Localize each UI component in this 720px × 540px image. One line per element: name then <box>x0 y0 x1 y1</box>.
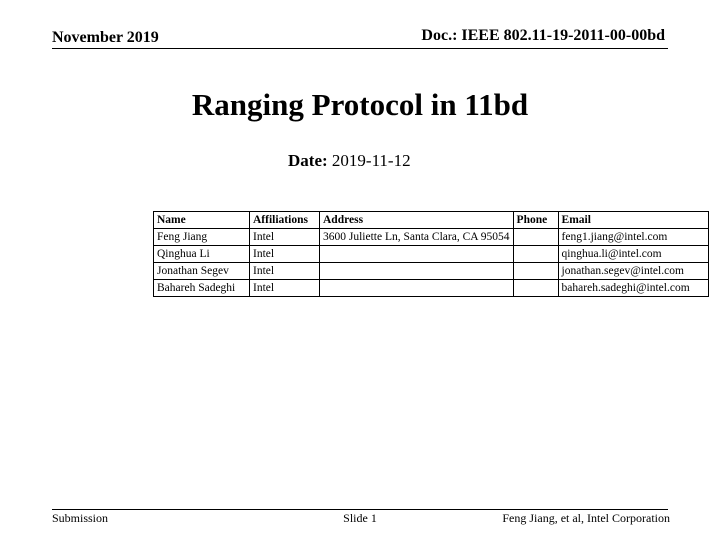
footer-author: Feng Jiang, et al, Intel Corporation <box>502 511 670 525</box>
cell-affiliation: Intel <box>250 229 320 246</box>
table-row <box>154 263 709 280</box>
cell-email: qinghua.li@intel.com <box>558 246 708 263</box>
cell-phone <box>513 263 558 280</box>
cell-name: Bahareh Sadeghi <box>154 280 250 297</box>
cell-affiliation: Intel <box>250 246 320 263</box>
col-header-affiliations: Affiliations <box>250 212 320 229</box>
footer-rule <box>52 509 668 510</box>
cell-affiliation: Intel <box>250 263 320 280</box>
col-header-phone: Phone <box>513 212 558 229</box>
header-rule <box>52 48 668 49</box>
header-doc-id: Doc.: IEEE 802.11-19-2011-00-00bd <box>421 27 665 44</box>
cell-affiliation: Intel <box>250 280 320 297</box>
cell-email: feng1.jiang@intel.com <box>558 229 708 246</box>
table-row <box>154 280 709 297</box>
cell-name: Feng Jiang <box>154 229 250 246</box>
cell-address: 3600 Juliette Ln, Santa Clara, CA 95054 <box>320 229 514 246</box>
cell-email: jonathan.segev@intel.com <box>558 263 708 280</box>
footer-slide-number: Slide 1 <box>343 511 377 525</box>
date-line <box>288 151 411 171</box>
cell-name: Jonathan Segev <box>154 263 250 280</box>
slide-title: Ranging Protocol in 11bd <box>191 87 529 122</box>
col-header-name: Name <box>154 212 250 229</box>
col-header-email: Email <box>558 212 708 229</box>
cell-email: bahareh.sadeghi@intel.com <box>558 280 708 297</box>
cell-phone <box>513 280 558 297</box>
col-header-address: Address <box>320 212 514 229</box>
footer-submission: Submission <box>52 511 109 525</box>
date-label: Date: <box>288 151 328 170</box>
table-row <box>154 246 709 263</box>
authors-table <box>153 211 709 297</box>
header-date: November 2019 <box>52 29 159 46</box>
cell-phone <box>513 229 558 246</box>
cell-address <box>320 246 514 263</box>
table-header-row <box>154 212 709 229</box>
table-row <box>154 229 709 246</box>
cell-name: Qinghua Li <box>154 246 250 263</box>
cell-address <box>320 280 514 297</box>
date-value: 2019-11-12 <box>331 151 411 170</box>
cell-phone <box>513 246 558 263</box>
cell-address <box>320 263 514 280</box>
